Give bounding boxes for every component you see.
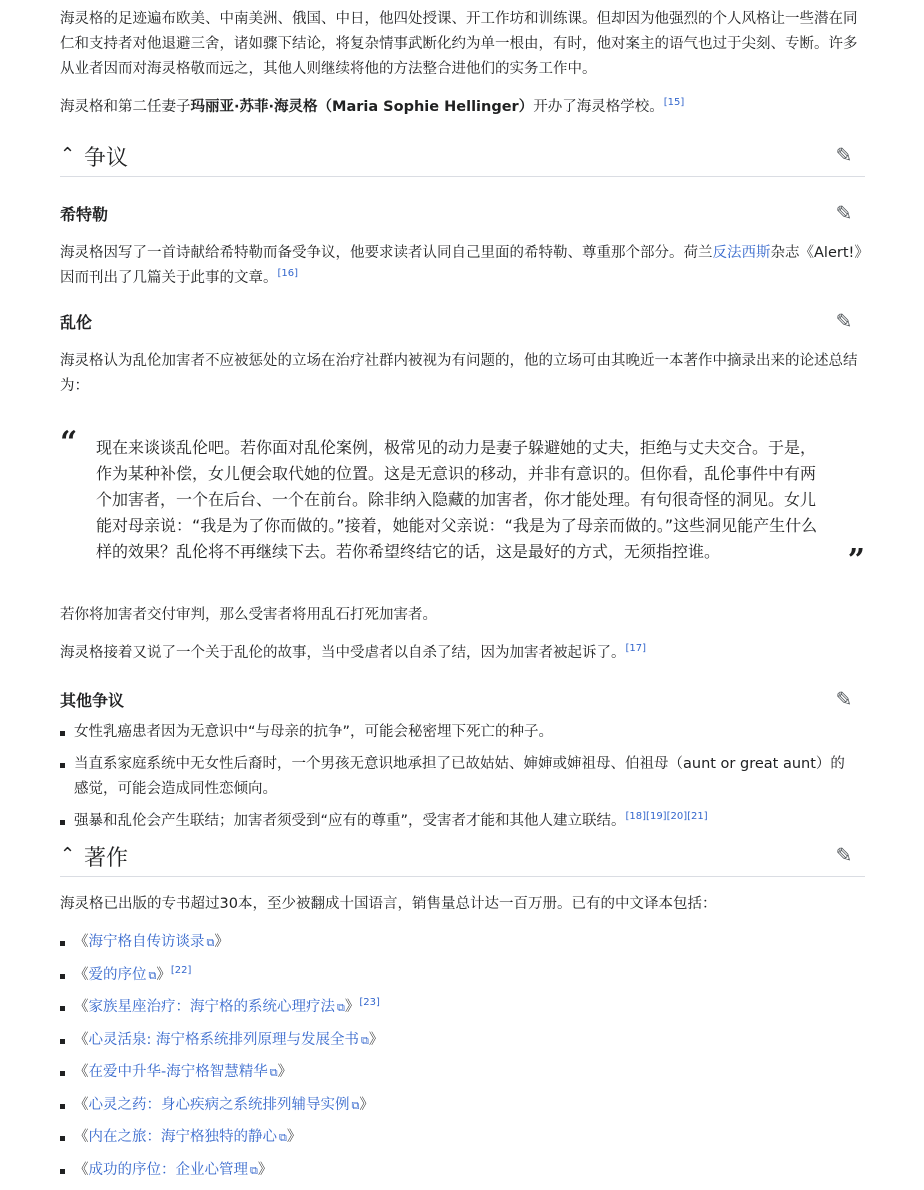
book-link[interactable]: 海宁格自传访谈录	[88, 934, 205, 950]
book-link[interactable]: 心灵活泉: 海宁格系统排列原理与发展全书	[88, 1031, 359, 1048]
external-link-icon[interactable]: ⧉	[351, 1098, 360, 1112]
book-link[interactable]: 爱的序位	[88, 966, 147, 983]
reference-sup	[664, 97, 685, 108]
bracket-open: 《	[74, 999, 89, 1015]
founder-name: 玛丽亚·苏菲·海灵格（Maria Sophie Hellinger）	[190, 99, 534, 115]
external-link-icon[interactable]: ⧉	[148, 968, 157, 982]
intro-text-after: 开办了海灵格学校。	[533, 99, 664, 115]
bracket-open: 《	[74, 1096, 89, 1113]
reference-sup	[626, 811, 708, 822]
list-item: 女性乳癌患者因为无意识中“与母亲的抗争”，可能会秘密埋下死亡的种子。	[60, 720, 850, 745]
open-quote-icon: “	[60, 425, 78, 460]
reference-sup	[626, 643, 647, 654]
section-heading-works[interactable]	[60, 836, 865, 877]
bracket-open: 《	[74, 1161, 89, 1178]
external-link-icon[interactable]: ⧉	[269, 1066, 278, 1079]
pencil-icon[interactable]: ✎	[835, 143, 853, 167]
subheading-title: 乱伦	[60, 312, 93, 332]
incest-after-paragraph-1: 若你将加害者交付审判，那么受害者将用乱石打死加害者。	[60, 607, 437, 623]
list-item-text: 强暴和乱伦会产生联结；加害者须受到“应有的尊重”，受害者才能和其他人建立联结。	[74, 813, 626, 829]
reference-link-16[interactable]: [16]	[277, 268, 299, 280]
reference-sup	[278, 268, 299, 279]
external-link-icon[interactable]: ⧉	[337, 1001, 345, 1014]
subheading-title: 希特勒	[60, 204, 109, 224]
reference-sup	[171, 965, 192, 976]
pencil-icon[interactable]: ✎	[835, 309, 853, 333]
intro-text: 海灵格和第二任妻子	[60, 99, 191, 115]
incest-after-paragraph-2	[60, 641, 865, 666]
book-item	[60, 1093, 865, 1118]
bracket-close: 》	[344, 999, 360, 1015]
external-link-icon[interactable]: ⧉	[279, 1131, 287, 1144]
bracket-close: 》	[277, 1064, 293, 1080]
bracket-close: 》	[368, 1031, 384, 1048]
close-quote-icon: ”	[847, 543, 865, 578]
reference-link[interactable]: [23]	[359, 997, 380, 1009]
pencil-icon[interactable]: ✎	[835, 201, 853, 225]
bracket-open: 《	[74, 1031, 89, 1048]
chevron-up-icon[interactable]: ⌃	[60, 143, 76, 165]
pencil-icon[interactable]: ✎	[835, 843, 853, 867]
reference-link[interactable]: [22]	[170, 964, 192, 976]
bracket-close: 》	[214, 934, 229, 950]
intro-paragraph-2	[60, 95, 865, 120]
book-link[interactable]: 家族星座治疗：海宁格的系统心理疗法	[88, 999, 335, 1015]
list-item: 当直系家庭系统中无女性后裔时，一个男孩无意识地承担了已故姑姑、婶婶或婶祖母、伯祖母（aunt or great aunt）的感觉，可能会造成同性恋倾向。	[60, 752, 850, 802]
blockquote	[60, 425, 865, 578]
bracket-close: 》	[286, 1129, 302, 1145]
books-list	[60, 930, 865, 1190]
section-title: 争议	[84, 145, 129, 171]
book-item	[60, 1060, 865, 1085]
paragraph-text: 海灵格接着又说了一个关于乱伦的故事，当中受虐者以自杀了结，因为加害者被起诉了。	[60, 645, 626, 661]
bracket-close: 》	[257, 1161, 273, 1178]
works-intro-paragraph: 海灵格已出版的专书超过30本，至少被翻成十国语言，销售量总计达一百万册。已有的中文译本包括：	[60, 896, 717, 912]
external-link-icon[interactable]: ⧉	[206, 936, 215, 949]
book-item	[60, 930, 865, 955]
section-heading-controversy[interactable]	[60, 136, 865, 177]
hitler-paragraph	[60, 241, 865, 291]
subheading-hitler	[60, 199, 865, 227]
reference-link-17[interactable]: [17]	[625, 643, 647, 655]
external-link-icon[interactable]: ⧉	[250, 1163, 258, 1177]
subheading-other-controversy	[60, 685, 865, 713]
reference-sup	[359, 997, 380, 1008]
book-item	[60, 1028, 865, 1053]
book-link[interactable]: 在爱中升华-海宁格智慧精华	[88, 1064, 268, 1080]
bracket-open: 《	[74, 934, 89, 950]
book-item	[60, 963, 865, 988]
subheading-title: 其他争议	[60, 690, 125, 710]
antifascism-link[interactable]: 反法西斯	[712, 245, 771, 261]
other-controversy-list	[60, 720, 850, 834]
bracket-close: 》	[359, 1096, 374, 1113]
section-title: 著作	[84, 845, 129, 871]
subheading-incest	[60, 307, 865, 335]
book-item	[60, 995, 865, 1020]
external-link-icon[interactable]: ⧉	[361, 1033, 369, 1047]
book-link[interactable]: 内在之旅：海宁格独特的静心	[88, 1129, 277, 1145]
bracket-close: 》	[156, 966, 171, 983]
pencil-icon[interactable]: ✎	[835, 687, 853, 711]
reference-link-15[interactable]: [15]	[663, 97, 685, 109]
bracket-open: 《	[74, 1064, 89, 1080]
list-item	[60, 809, 850, 834]
chevron-up-icon[interactable]: ⌃	[60, 843, 76, 865]
reference-links-18-21[interactable]: [18][19][20][21]	[625, 811, 708, 823]
book-item	[60, 1125, 865, 1150]
book-link[interactable]: 心灵之药：身心疾病之系统排列辅导实例	[88, 1096, 350, 1113]
bracket-open: 《	[74, 1129, 89, 1145]
paragraph-text: 杂志《Alert!》因而刊出了几篇关于此事的文章。	[60, 245, 862, 286]
book-item	[60, 1158, 865, 1183]
quote-text: 现在来谈谈乱伦吧。若你面对乱伦案例，极常见的动力是妻子躲避她的丈夫，拒绝与丈夫交合。于是，作为某种补偿，女儿便会取代她的位置。这是无意识的移动，并非有意识的。但你看，乱伦事件中有两个加害者，一个在后台、一个在前台。除非纳入隐藏的加害者，你才能处理。有句很奇怪的洞见。女儿能对母亲说：“我是为了你而做的。”接着，她能对父亲说：“我是为了母亲而做的。”这些洞见能产生什么样的效果？乱伦将不再继续下去。若你希望终结它的话，这是最好的方式，无须指控谁。	[96, 438, 818, 561]
intro-paragraph-1: 海灵格的足迹遍布欧美、中南美洲、俄国、中日，他四处授课、开工作坊和训练课。但却因为他强烈的个人风格让一些潜在同仁和支持者对他退避三舍，诸如骤下结论，将复杂情事武断化约为单一根由，有时，他对案主的语气也过于尖刻、专断。许多从业者因而对海灵格敬而远之，其他人则继续将他的方法整合进他们的实务工作中。	[60, 11, 858, 77]
book-link[interactable]: 成功的序位：企业心管理	[88, 1161, 248, 1178]
paragraph-text: 海灵格因写了一首诗献给希特勒而备受争议，他要求读者认同自己里面的希特勒、尊重那个部分。荷兰	[60, 245, 713, 261]
incest-intro-paragraph: 海灵格认为乱伦加害者不应被惩处的立场在治疗社群内被视为有问题的，他的立场可由其晚近一本著作中摘录出来的论述总结为：	[60, 353, 858, 394]
bracket-open: 《	[74, 966, 89, 983]
